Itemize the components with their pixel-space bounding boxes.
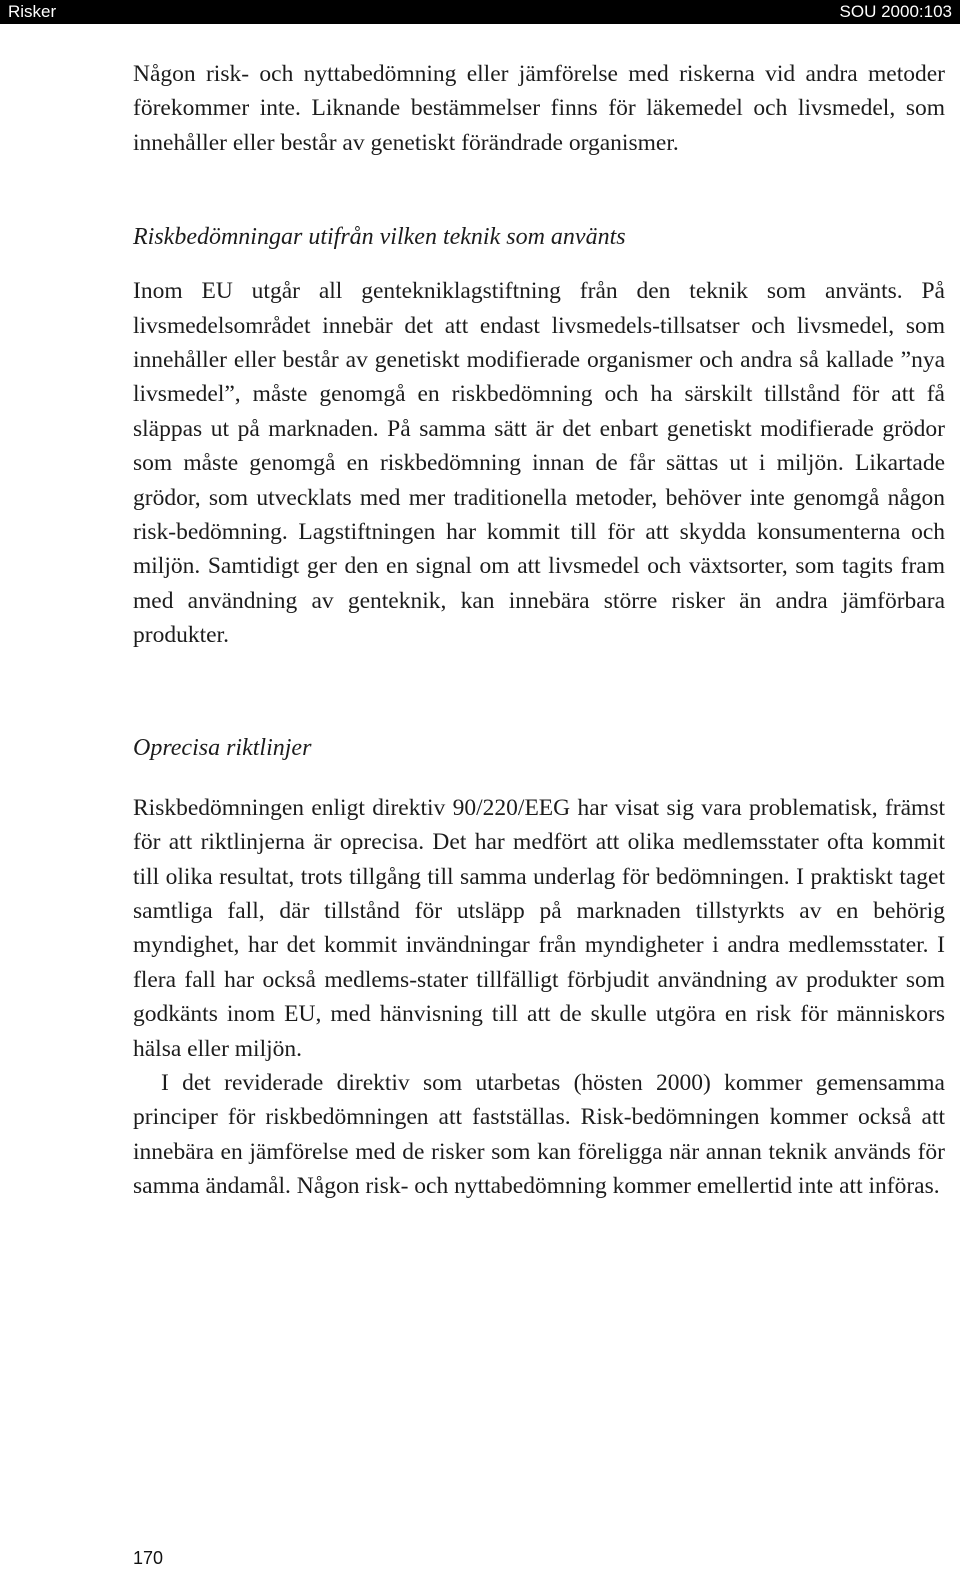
intro-paragraph: Någon risk- och nyttabedömning eller jämförelse med riskerna vid andra metoder förekommer inte. Liknande bestämmelser finns för läkemedel och livsmedel, som innehåller eller består av genetiskt förändrade organismer. [133,61,945,156]
section2-paragraph-1: Riskbedömningen enligt direktiv 90/220/EEG har visat sig vara problematisk, främst för att riktlinjerna är oprecisa. Det har medfört att olika medlemsstater ofta kommit till olika resultat, trots tillgång till samma underlag för bedömningen. I praktiskt taget samtliga fall, där tillstånd för utsläpp på marknaden tillstyrkts av en behörig myndighet, har det kommit invändningar från myndigheter i andra medlemsstater. I flera fall har också medlems-stater tillfälligt förbjudit användning av produkter som godkänts inom EU, med hänvisning till att de skulle utgöra en risk för människors hälsa eller miljön. [133,794,945,1062]
header-chapter-title: Risker [8,2,57,21]
section-heading-risk-assessment-by-technique: Riskbedömningar utifrån vilken teknik som använts [133,224,626,251]
section2-paragraph-2: I det reviderade direktiv som utarbetas (hösten 2000) kommer gemensamma principer för riskbedömningen att fastställas. Risk-bedömningen kommer också att innebära en jämförelse med de risker som kan föreligga när annan teknik används för samma ändamål. Någon risk- och nyttabedömning kommer emellertid inte att införas. [133,1069,945,1200]
running-header [0,0,960,24]
header-report-id: SOU 2000:103 [839,2,952,21]
page-body [133,57,945,1204]
section-heading-imprecise-guidelines: Oprecisa riktlinjer [133,734,312,761]
page-number: 170 [133,1548,164,1568]
section1-paragraph: Inom EU utgår all gentekniklagstiftning från den teknik som använts. På livsmedelsområdet innebär det att endast livsmedels-tillsatser och livsmedel, som innehåller eller består av genetiskt modifierade organismer och andra så kallade ”nya livsmedel”, måste genomgå en riskbedömning och ha särskilt tillstånd för att få släppas ut på marknaden. På samma sätt är det enbart genetiskt modifierade grödor som måste genomgå en riskbedömning innan de får sättas ut i miljön. Likartade grödor, som utvecklats med mer traditionella metoder, behöver inte genomgå någon risk-bedömning. Lagstiftningen har kommit till för att skydda konsumenterna och miljön. Samtidigt ger den en signal om att livsmedel och växtsorter, som tagits fram med användning av genteknik, kan innebära större risker än andra jämförbara produkter. [133,278,945,649]
